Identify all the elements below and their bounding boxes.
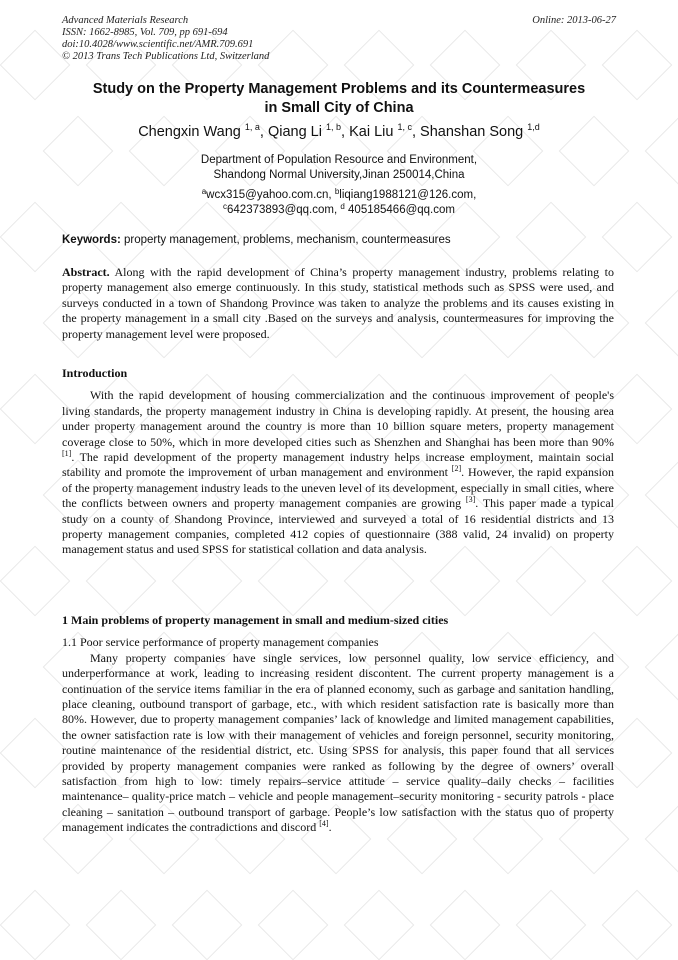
abstract-text: Along with the rapid development of China’s property management industry, problems relating to property management also emerge continuously. In this study, statistical methods such as SPSS were used, and surveys conducted in a town of Shandong Province was taken to analyze the problems and its causes existing in the property management in a small city .Based on the surveys and analysis, countermeasures for improving the property management level were proposed. <box>62 265 614 341</box>
journal-doi: doi:10.4028/www.scientific.net/AMR.709.691 <box>62 39 254 50</box>
section-1-paragraph: Many property companies have single services, low personnel quality, low service efficiency, and underperformance at work, leading to increasing resident discontent. The current property management is a continuation of the service items familiar in the era of planned economy, such as garbage and sanitation handling, place cleaning, outbound transport of garbage, etc., with which resident satisfaction rate is basically more than 80%. However, due to property management companies’ lack of knowledge and limited management capabilities, the owner satisfaction rate is low with their management of vehicles and foreign personnel, security monitoring, routine maintenance of the residential district, etc. Using SPSS for analysis, this paper found that all services provided by property management companies were ranked as following by the degree of owners’ overall satisfaction from high to low: timely repairs–service attitude – service quality–daily checks – facilities maintenance– quality-price match – vehicle and people management–security monitoring - security patrols - place cleaning – sanitation – outbound transport of garbage. People’s low satisfaction with the status quo of property management indicates the contradictions and discord [4]. <box>62 650 614 835</box>
author-affiliation-mark: 1,d <box>527 122 540 132</box>
citation: [1] <box>62 449 72 459</box>
watermark-diamond <box>172 890 243 960</box>
keywords-label: Keywords: <box>62 234 121 246</box>
author-affiliation-mark: 1, c <box>397 122 412 132</box>
watermark-diamond <box>645 460 678 531</box>
title-line-2: in Small City of China <box>264 100 414 116</box>
citation: [2] <box>451 464 462 474</box>
email-address: 405185466@qq.com <box>348 204 455 216</box>
abstract <box>62 265 614 342</box>
author-list: Chengxin Wang $^{1, a}$, Qiang Li $^{1, b}$, Kai Liu $^{1, c}$, Shanshan Song $^{1,d}$ <box>138 122 540 140</box>
email-mark: c <box>223 202 228 211</box>
journal-copyright: © 2013 Trans Tech Publications Ltd, Switzerland <box>62 51 270 62</box>
online-date: Online: 2013-06-27 <box>532 15 616 26</box>
journal-name: Advanced Materials Research <box>62 15 189 26</box>
citation: [4] <box>319 819 329 829</box>
watermark-diamond <box>516 890 587 960</box>
watermark-diamond <box>0 202 70 273</box>
watermark-diamond <box>0 890 70 960</box>
watermark-diamond <box>344 890 415 960</box>
author-emails <box>62 188 616 218</box>
email-address: 642373893@qq.com, <box>227 204 338 216</box>
affiliation-line-2: Shandong Normal University,Jinan 250014,China <box>213 169 465 181</box>
watermark-diamond <box>645 116 678 187</box>
email-mark: a <box>201 187 207 196</box>
affiliation-line-1: Department of Population Resource and Environment, <box>200 154 478 166</box>
watermark-diamond <box>430 890 501 960</box>
watermark-diamond <box>645 804 678 875</box>
watermark-diamond <box>0 718 70 789</box>
email-mark: d <box>340 202 345 211</box>
paper-title <box>62 80 616 118</box>
email-address: liqiang1988121@126.com, <box>339 189 477 201</box>
affiliation <box>62 153 616 183</box>
subsection-1-1-heading: 1.1 Poor service performance of property management companies <box>62 635 379 650</box>
watermark-diamond <box>0 546 70 617</box>
watermark-diamond <box>86 890 157 960</box>
watermark-diamond <box>0 374 70 445</box>
watermark-diamond <box>602 890 673 960</box>
abstract-label: Abstract. <box>62 265 110 279</box>
citation: [3] <box>465 495 476 505</box>
email-address: wcx315@yahoo.com.cn, <box>206 189 332 201</box>
journal-header <box>62 15 616 63</box>
author-name: Kai Liu <box>349 124 394 140</box>
keywords <box>62 233 616 248</box>
introduction-paragraph: With the rapid development of housing commercialization and the continuous improvement of people's living standards, the property management industry in China is developing rapidly. At present, the housing area under property management around the country is more than 10 billion square meters, property management coverage close to 50%, which in more developed cities such as Shenzhen and Shanghai has been more than 90%[1]. The rapid development of the property management industry helps increase employment, maintain social stability and promote the improvement of urban management and environment [2]. However, the rapid expansion of the property management industry leads to the uneven level of its development, especially in small cities, where the conflicts between owners and property management companies are growing [3]. This paper made a typical study on a county of Shandong Province, interviewed and surveyed a total of 16 residential districts and 13 property management companies, completed 412 copies of questionnaire (388 valid, 24 invalid) on property management status and used SPSS for statistical collation and data analysis. <box>62 388 614 557</box>
watermark-diamond <box>645 288 678 359</box>
title-line-1: Study on the Property Management Problems and its Countermeasures <box>92 81 586 97</box>
author-name: Qiang Li <box>267 124 322 140</box>
author-affiliation-mark: 1, a <box>244 122 260 132</box>
author-affiliation-mark: 1, b <box>326 122 342 132</box>
watermark-diamond <box>258 890 329 960</box>
journal-issn: ISSN: 1662-8985, Vol. 709, pp 691-694 <box>62 27 228 38</box>
section-1 <box>62 613 614 836</box>
author-name: Chengxin Wang <box>138 124 241 140</box>
introduction-heading: Introduction <box>62 366 128 380</box>
watermark-diamond <box>645 632 678 703</box>
watermark-diamond <box>0 30 70 101</box>
introduction-section <box>62 366 614 558</box>
section-1-heading: 1 Main problems of property management in small and medium-sized cities <box>62 613 449 627</box>
keywords-text: property management, problems, mechanism, countermeasures <box>124 234 451 246</box>
author-name: Shanshan Song <box>420 124 524 140</box>
email-mark: b <box>334 187 340 196</box>
